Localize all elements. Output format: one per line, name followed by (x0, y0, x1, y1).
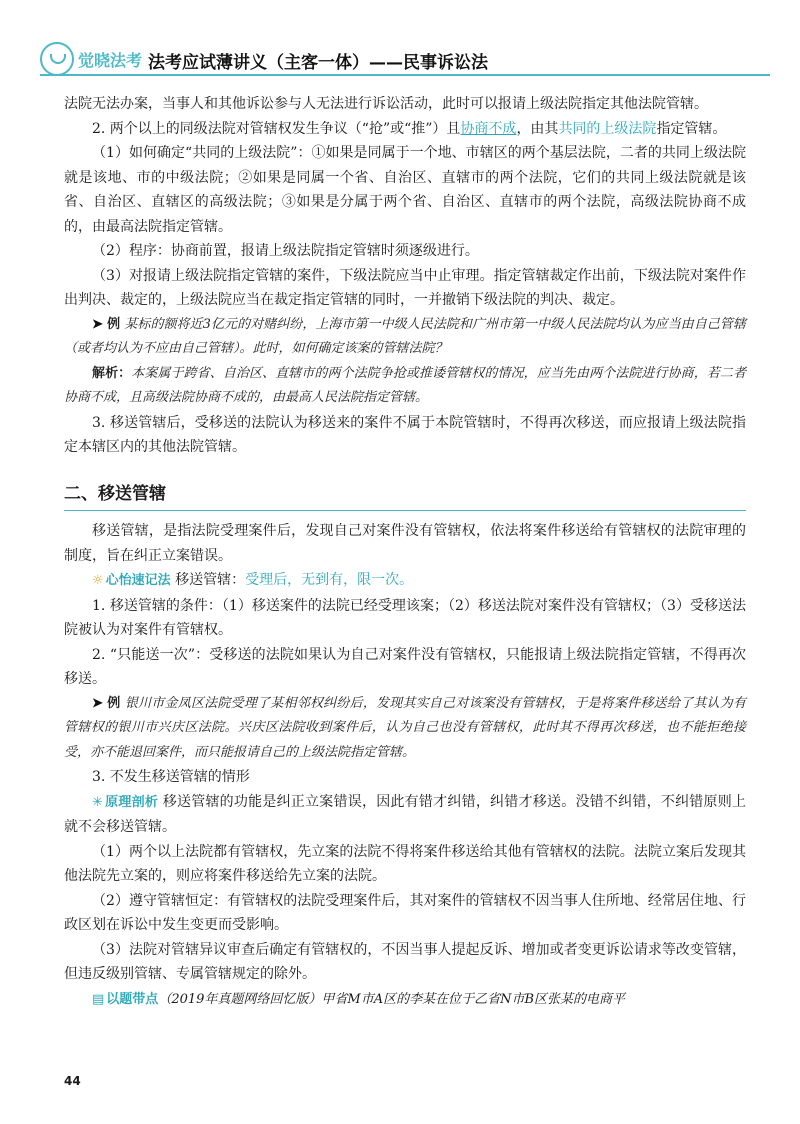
paragraph: 3. 不发生移送管辖的情形 (92, 769, 250, 785)
paragraph: （2）遵守管辖恒定：有管辖权的法院受理案件后，其对案件的管辖权不因当事人住所地、经常居住地、行政区划在诉讼中发生变更而受影响。 (64, 892, 746, 933)
paragraph: 2. “只能送一次”：受移送的法院如果认为自己对案件没有管辖权，只能报请上级法院指定管辖，不得再次移送。 (64, 646, 746, 687)
arrow-icon: ➤ (92, 316, 103, 332)
arrow-icon: ➤ (92, 695, 103, 711)
principle-block: ✳ 原理剖析 移送管辖的功能是纠正立案错误，因此有错才纠错，纠错才移送。没错不纠错，不纠错原则上就不会移送管辖。 (64, 793, 746, 835)
page-body (64, 92, 746, 1012)
book-title: 法考应试薄讲义（主客一体）——民事诉讼法 (148, 53, 488, 73)
paragraph: （3）对报请上级法院指定管辖的案件，下级法院应当中止审理。指定管辖裁定作出前，下级法院对案件作出判决、裁定的，上级法院应当在裁定指定管辖的同时，一并撤销下级法院的判决、裁定。 (64, 267, 746, 308)
paragraph: 1. 移送管辖的条件：（1）移送案件的法院已经受理该案；（2）移送法院对案件没有管辖权；（3）受移送法院被认为对案件有管辖权。 (64, 597, 746, 638)
page-header (0, 0, 800, 80)
paragraph: （1）如何确定“共同的上级法院”：①如果是同属于一个地、市辖区的两个基层法院，二者的共同上级法院就是该地、市的中级法院；②如果是同属一个省、自治区、直辖市的两个法院，它们的共同上级法院就是该省、自治区、直辖区的高级法院；③如果是分属于两个省、自治区、直辖市的两个法院，高级法院协商不成的，由最高法院指定管辖。 (64, 145, 746, 235)
paragraph: （3）法院对管辖异议审查后确定有管辖权的，不因当事人提起反诉、增加或者变更诉讼请求等改变管辖，但违反级别管辖、专属管辖规定的除外。 (64, 941, 746, 982)
tip-label: 心怡速记法 (105, 573, 171, 588)
paragraph: （2）程序：协商前置，报请上级法院指定管辖时须逐级进行。 (92, 243, 479, 259)
example-block (64, 313, 746, 362)
paragraph: 3. 移送管辖后，受移送的法院认为移送来的案件不属于本院管辖时，不得再次移送，而应报请上级法院指定本辖区内的其他法院管辖。 (64, 414, 746, 455)
paragraph: 法院无法办案，当事人和其他诉讼参与人无法进行诉讼活动，此时可以报请上级法院指定其他法院管辖。 (64, 96, 708, 112)
section-divider (64, 510, 746, 511)
section-title: 二、移送管辖 (64, 483, 166, 504)
topic-label: 以题带点 (106, 991, 159, 1007)
brand-name: 觉晓法考 (78, 51, 143, 70)
memory-tip: ☼ 心怡速记法 移送管辖：受理后，无到有，限一次。 (92, 572, 414, 588)
paragraph: 移送管辖，是指法院受理案件后，发现自己对案件没有管辖权，依法将案件移送给有管辖权的法院审理的制度，旨在纠正立案错误。 (64, 523, 746, 564)
atom-icon: ✳ (92, 794, 103, 810)
example-text: 银川市金凤区法院受理了某相邻权纠纷后，发现其实自己对该案没有管辖权，于是将案件移送给了其认为有管辖权的银川市兴庆区法院。兴庆区法院收到案件后，认为自己也没有管辖权，此时其不得再次移送，也不能拒绝接受，亦不能退回案件，而只能报请自己的上级法院指定管辖。 (64, 695, 746, 760)
principle-label: 原理剖析 (104, 794, 159, 810)
brand-logo-icon (40, 42, 74, 76)
example-text: 某标的额将近3亿元的对赌纠纷，上海市第一中级人民法院和广州市第一中级人民法院均认为应当由自己管辖（或者均认为不应由自己管辖）。此时，如何确定该案的管辖法院？ (64, 316, 746, 356)
analysis-text: 本案属于跨省、自治区、直辖市的两个法院争抢或推诿管辖权的情况，应当先由两个法院进行协商，若二者协商不成，且高级法院协商不成的，由最高人民法院指定管辖。 (64, 365, 746, 405)
highlight-text: 协商不成 (460, 120, 517, 137)
paragraph: 2. 两个以上的同级法院对管辖权发生争议（“抢”或“推”）且协商不成，由其共同的上级法院指定管辖。 (92, 120, 727, 137)
highlight-text: 受理后，无到有，限一次。 (245, 572, 414, 588)
document-icon: ▤ (92, 991, 105, 1007)
analysis-label: 解析： (92, 365, 132, 381)
example-label: 例 (107, 316, 121, 332)
header-divider (40, 74, 770, 76)
paragraph: （1）两个以上法院都有管辖权，先立案的法院不得将案件移送给其他有管辖权的法院。法院立案后发现其他法院先立案的，则应将案件移送给先立案的法院。 (64, 843, 746, 884)
topic-block: ▤ 以题带点（2019年真题网络回忆版）甲省M市A区的李某在位于乙省N市B区张某的电商平 (92, 991, 626, 1007)
example-block (64, 692, 746, 766)
page-number: 44 (64, 1074, 81, 1088)
analysis-block (64, 362, 746, 411)
lightbulb-icon: ☼ (92, 573, 104, 588)
example-label: 例 (107, 695, 121, 711)
highlight-text: 共同的上级法院 (558, 120, 657, 137)
